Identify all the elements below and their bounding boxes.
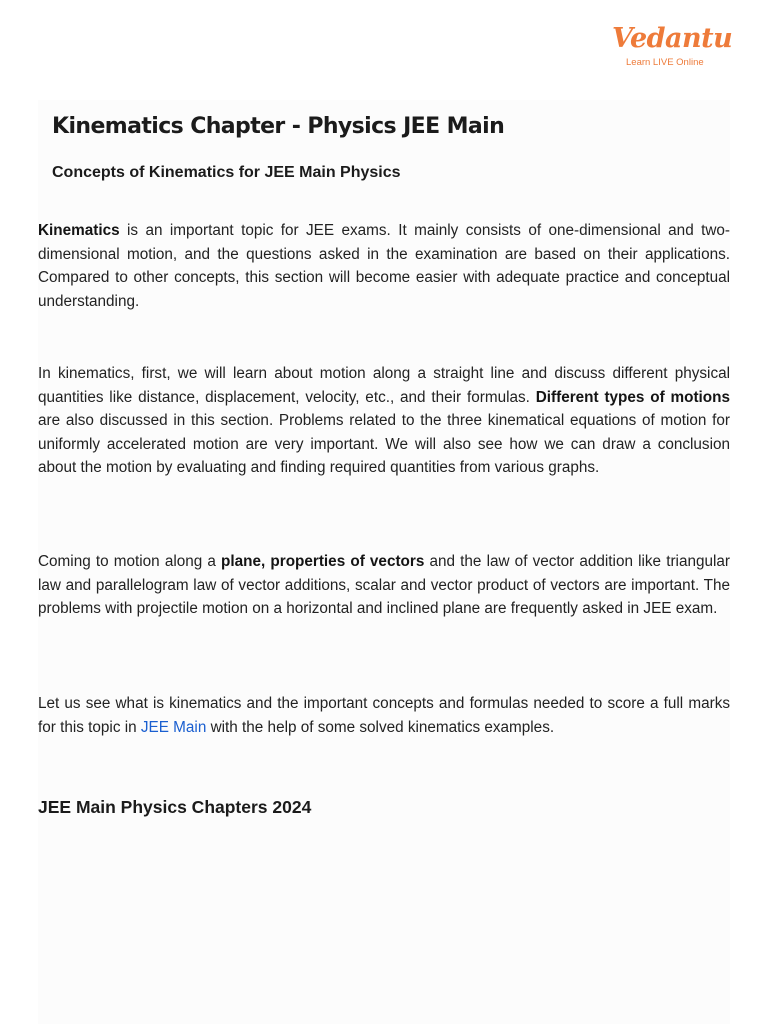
paragraph-text: and the law of vector addition like triangular law and parallelogram law of vector additions, scalar and vector product of vectors are important. The problems with projectile motion on a horizontal and inclined plane are frequently asked in JEE exam. bbox=[38, 553, 730, 617]
paragraph-text: are also discussed in this section. Problems related to the three kinematical equations of motion for uniformly accelerated motion are very important. We will also see how we can draw a conclusion about the motion by evaluating and finding required quantities from various graphs. bbox=[38, 412, 730, 476]
paragraph-text: Let us see what is kinematics and the important concepts and formulas needed to score a full marks for this topic in bbox=[38, 695, 730, 736]
paragraph-text: In kinematics, first, we will learn about motion along a straight line and discuss different physical quantities like distance, displacement, velocity, etc., and their formulas. bbox=[38, 365, 730, 406]
logo-tagline: Learn LIVE Online bbox=[626, 57, 704, 68]
paragraph-text: Coming to motion along a bbox=[38, 553, 222, 570]
paragraph-text: is an important topic for JEE exams. It mainly consists of one-dimensional and two-dimensional motion, and the questions asked in the examination are based on their applications. Compared to other concepts, this section will become easier with adequate practice and conceptual understanding. bbox=[38, 222, 730, 310]
page-subtitle: Concepts of Kinematics for JEE Main Physics bbox=[52, 164, 401, 181]
motion-paragraph bbox=[38, 362, 730, 480]
intro-paragraph bbox=[38, 219, 730, 313]
section-heading: JEE Main Physics Chapters 2024 bbox=[38, 797, 312, 817]
summary-paragraph bbox=[38, 692, 730, 739]
bold-term: Different types of motions bbox=[535, 388, 730, 406]
jee-main-link[interactable]: JEE Main bbox=[140, 718, 207, 736]
vedantu-logo[interactable] bbox=[612, 22, 733, 72]
plane-motion-paragraph bbox=[38, 550, 730, 621]
page-title: Kinematics Chapter - Physics JEE Main bbox=[52, 114, 505, 139]
bold-term: plane, properties of vectors bbox=[221, 553, 425, 570]
paragraph-text: with the help of some solved kinematics examples. bbox=[206, 718, 555, 736]
bold-term: Kinematics bbox=[38, 222, 120, 239]
logo-wordmark: Vedantu bbox=[612, 23, 733, 54]
